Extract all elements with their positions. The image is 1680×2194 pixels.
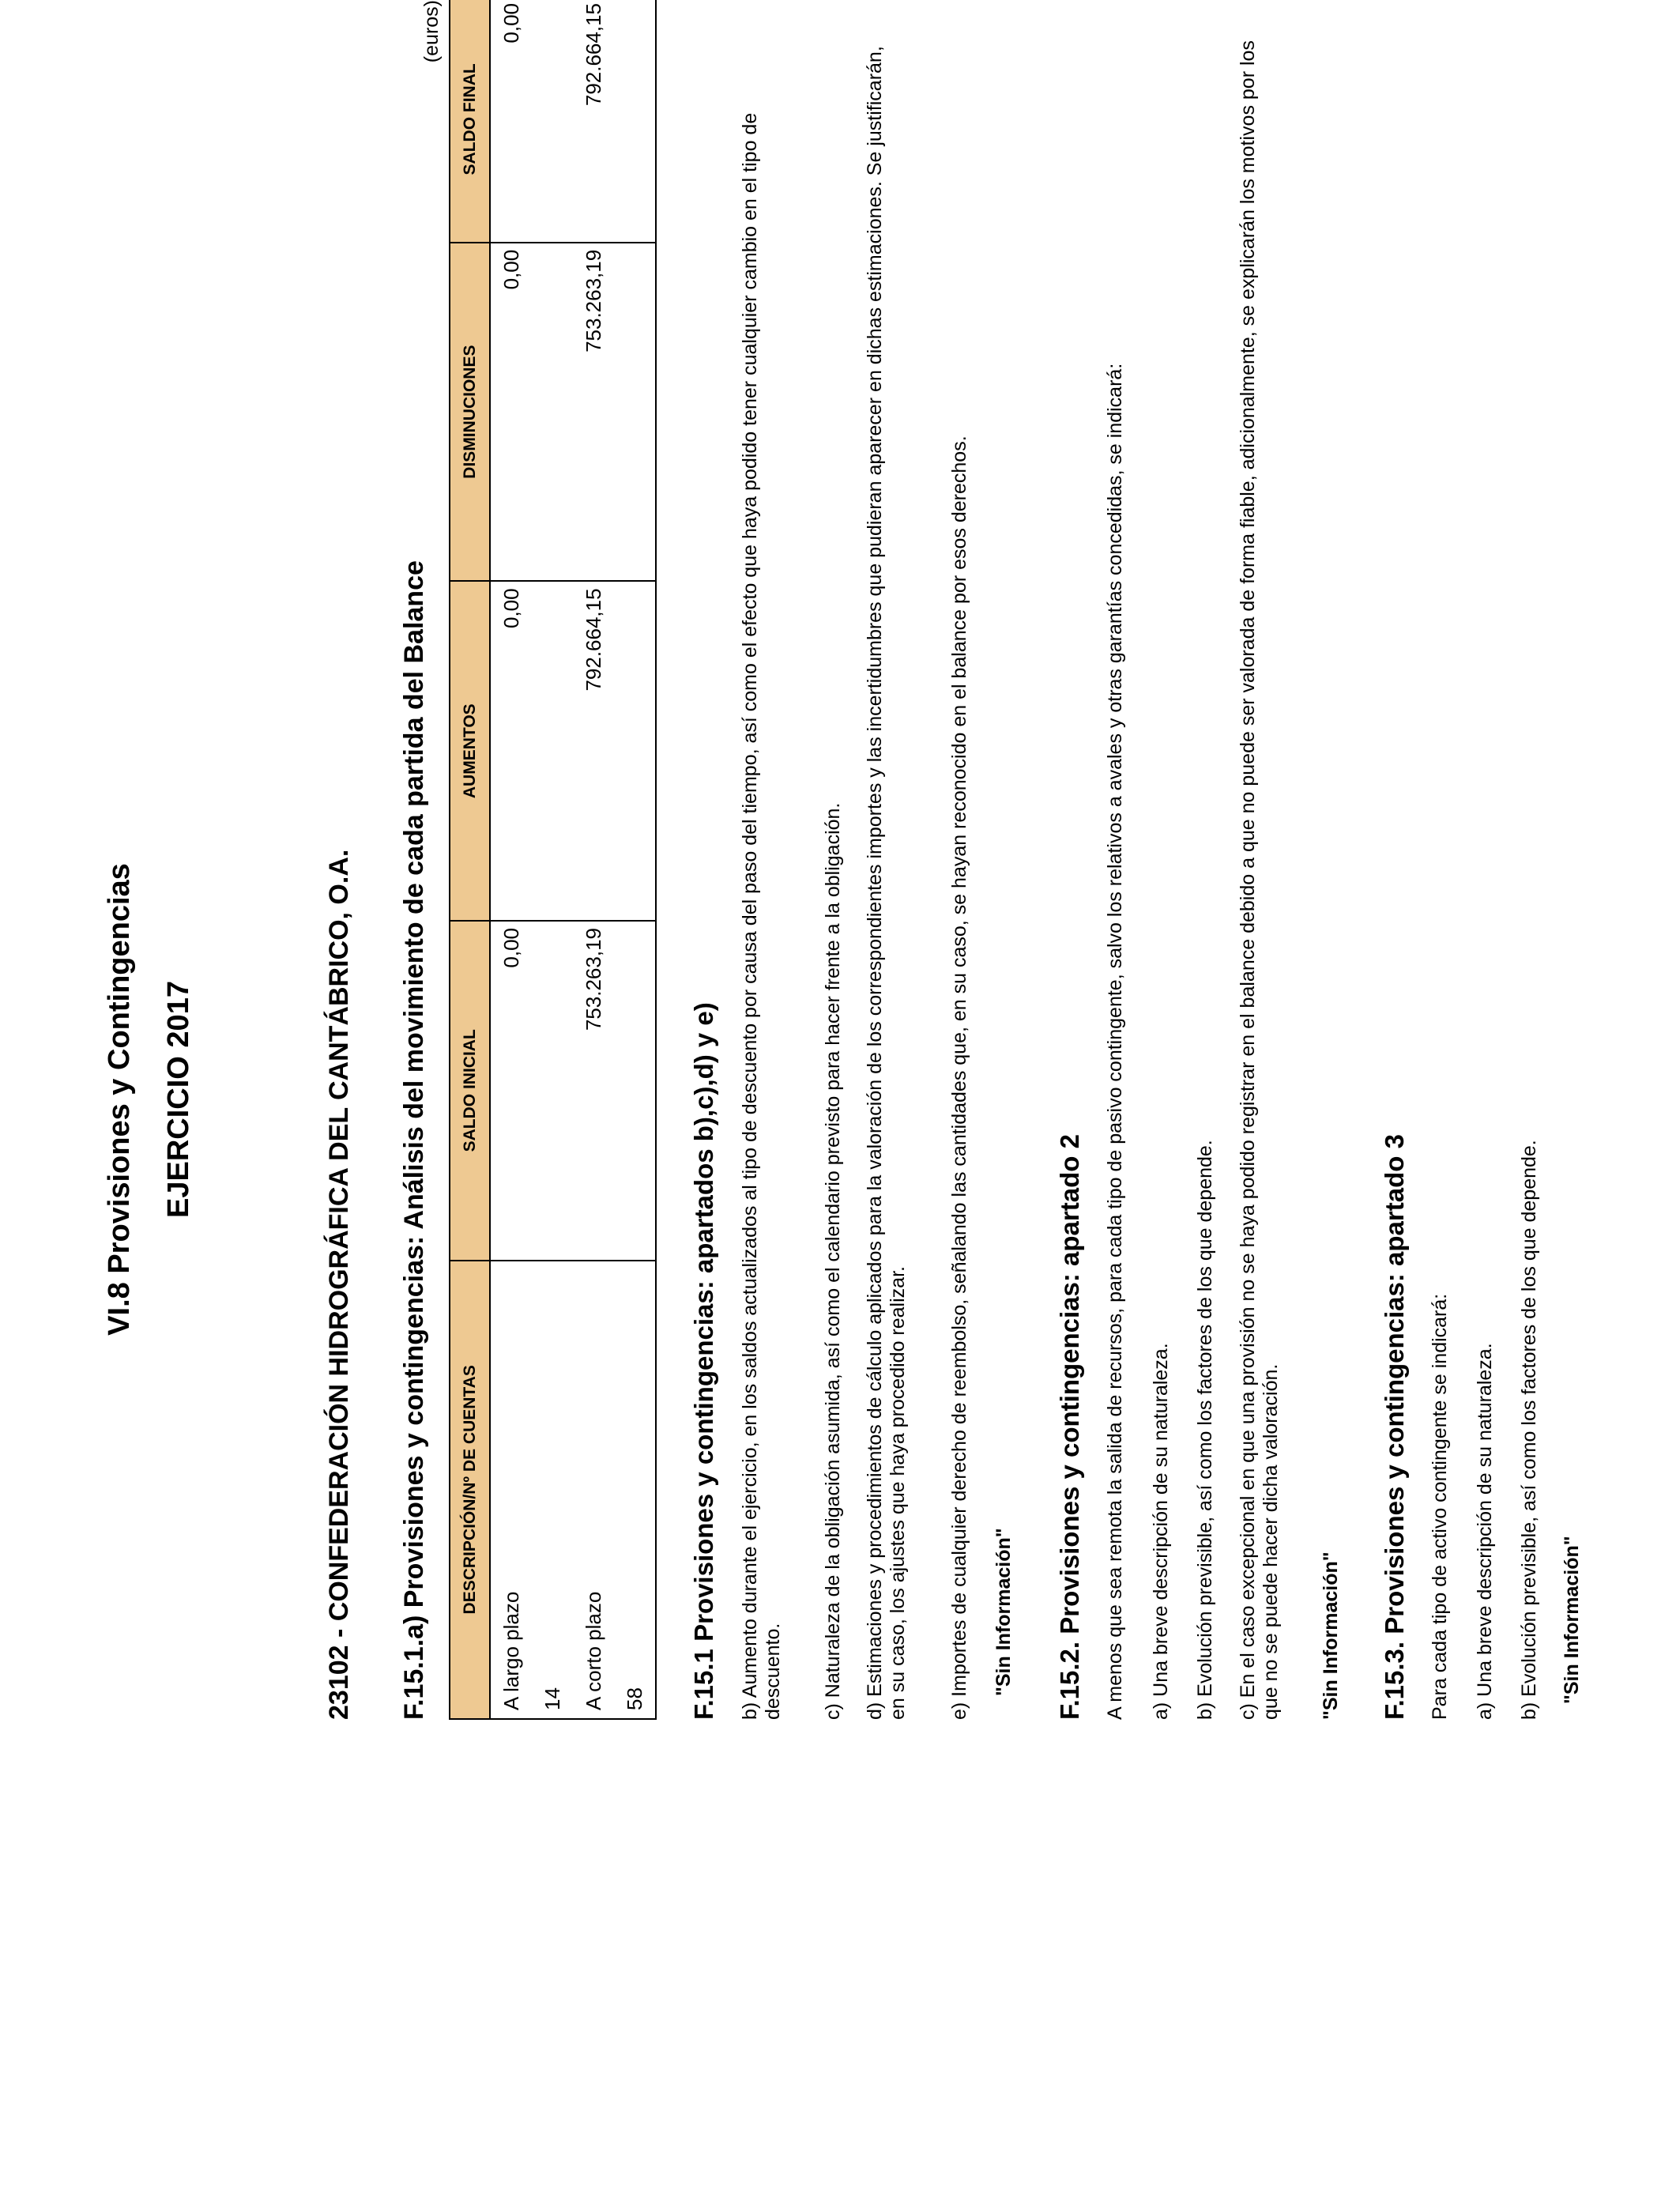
section-1-title: F.15.1 Provisiones y contingencias: apartados b),c),d) y e) — [689, 1002, 718, 1720]
table-cell: 0,00 — [490, 921, 532, 1261]
table-cell: A corto plazo — [573, 1261, 614, 1719]
section-2-no-info: "Sin Información" — [1320, 1551, 1342, 1720]
table-cell: 0,00 — [490, 581, 532, 921]
fiscal-year: EJERCICIO 2017 — [162, 981, 195, 1218]
section-2-item-c: c) En el caso excepcional en que una provisión no se haya podido registrar en el balance debido a que no puede ser valorada de forma fiable, adicionalmente, se explicarán los motivos por los que no se puede hacer dicha valoración. — [1237, 40, 1282, 1720]
table-cell: 792.664,15 — [573, 581, 614, 921]
entity-heading: 23102 - CONFEDERACIÓN HIDROGRÁFICA DEL CANTÁBRICO, O.A. — [324, 849, 354, 1720]
table-row — [490, 0, 532, 1719]
table-row — [532, 0, 573, 1719]
section-3-item-a: a) Una breve descripción de su naturaleza. — [1474, 1343, 1496, 1720]
section-2-title: F.15.2. Provisiones y contingencias: apartado 2 — [1055, 1134, 1084, 1720]
section-3-item-b: b) Evolución previsible, así como los factores de los que depende. — [1518, 1140, 1540, 1720]
column-header: DISMINUCIONES — [450, 243, 490, 582]
table-cell: 792.664,15 — [573, 0, 614, 243]
section-1-paragraph-d: d) Estimaciones y procedimientos de cálculo aplicados para la valoración de los correspondientes importes y las incertidumbres que pudieran aparecer en dichas estimaciones. Se justificarán, en su caso, los ajustes que haya procedido realizar. — [864, 46, 909, 1720]
table-cell: 0,00 — [490, 243, 532, 582]
section-2-item-b: b) Evolución previsible, así como los factores de los que depende. — [1194, 1140, 1216, 1720]
page-title: VI.8 Provisiones y Contingencias — [103, 863, 136, 1336]
column-header: DESCRIPCIÓN/Nº DE CUENTAS — [450, 1261, 490, 1719]
table-cell — [532, 581, 573, 921]
section-3-no-info: "Sin Información" — [1561, 1536, 1583, 1704]
table-cell — [614, 921, 656, 1261]
section-3-intro: Para cada tipo de activo contingente se indicará: — [1429, 1293, 1451, 1720]
table-cell: 58 — [614, 1261, 656, 1719]
column-header: AUMENTOS — [450, 581, 490, 921]
table-cell: 753.263,19 — [573, 921, 614, 1261]
table-cell: 753.263,19 — [573, 243, 614, 582]
table-row — [573, 0, 614, 1719]
column-header: SALDO INICIAL — [450, 921, 490, 1261]
section-3-title: F.15.3. Provisiones y contingencias: apartado 3 — [1380, 1134, 1409, 1720]
section-1-paragraph-c: c) Naturaleza de la obligación asumida, así como el calendario previsto para hacer frente a la obligación. — [822, 802, 844, 1720]
section-1-paragraph-e: e) Importes de cualquier derecho de reembolso, señalando las cantidades que, en su caso, se hayan reconocido en el balance por esos derechos. — [948, 435, 970, 1720]
section-1-paragraph-b: b) Aumento durante el ejercicio, en los saldos actualizados al tipo de descuento por causa del paso del tiempo, así como el efecto que haya podido tener cualquier cambio en el tipo de descuento. — [739, 112, 784, 1720]
table-row — [614, 0, 656, 1719]
section-2-intro: A menos que sea remota la salida de recursos, para cada tipo de pasivo contingente, salvo los relativos a avales y otras garantías concedidas, se indicará: — [1104, 363, 1126, 1720]
table-cell: 0,00 — [490, 0, 532, 243]
table-cell: A largo plazo — [490, 1261, 532, 1719]
table-cell — [532, 921, 573, 1261]
section-2-item-a: a) Una breve descripción de su naturaleza. — [1150, 1343, 1172, 1720]
table-header-row — [450, 0, 490, 1719]
table-section-title: F.15.1.a) Provisiones y contingencias: Análisis del movimiento de cada partida del Balance — [399, 560, 429, 1720]
table-cell: 14 — [532, 1261, 573, 1719]
table-cell — [614, 243, 656, 582]
table-cell — [614, 581, 656, 921]
table-cell — [532, 243, 573, 582]
table-cell — [532, 0, 573, 243]
provisions-table — [449, 0, 657, 1720]
column-header: SALDO FINAL — [450, 0, 490, 243]
section-1-no-info: "Sin Información" — [993, 1528, 1015, 1696]
units-label: (euros) — [420, 0, 443, 63]
table-cell — [614, 0, 656, 243]
